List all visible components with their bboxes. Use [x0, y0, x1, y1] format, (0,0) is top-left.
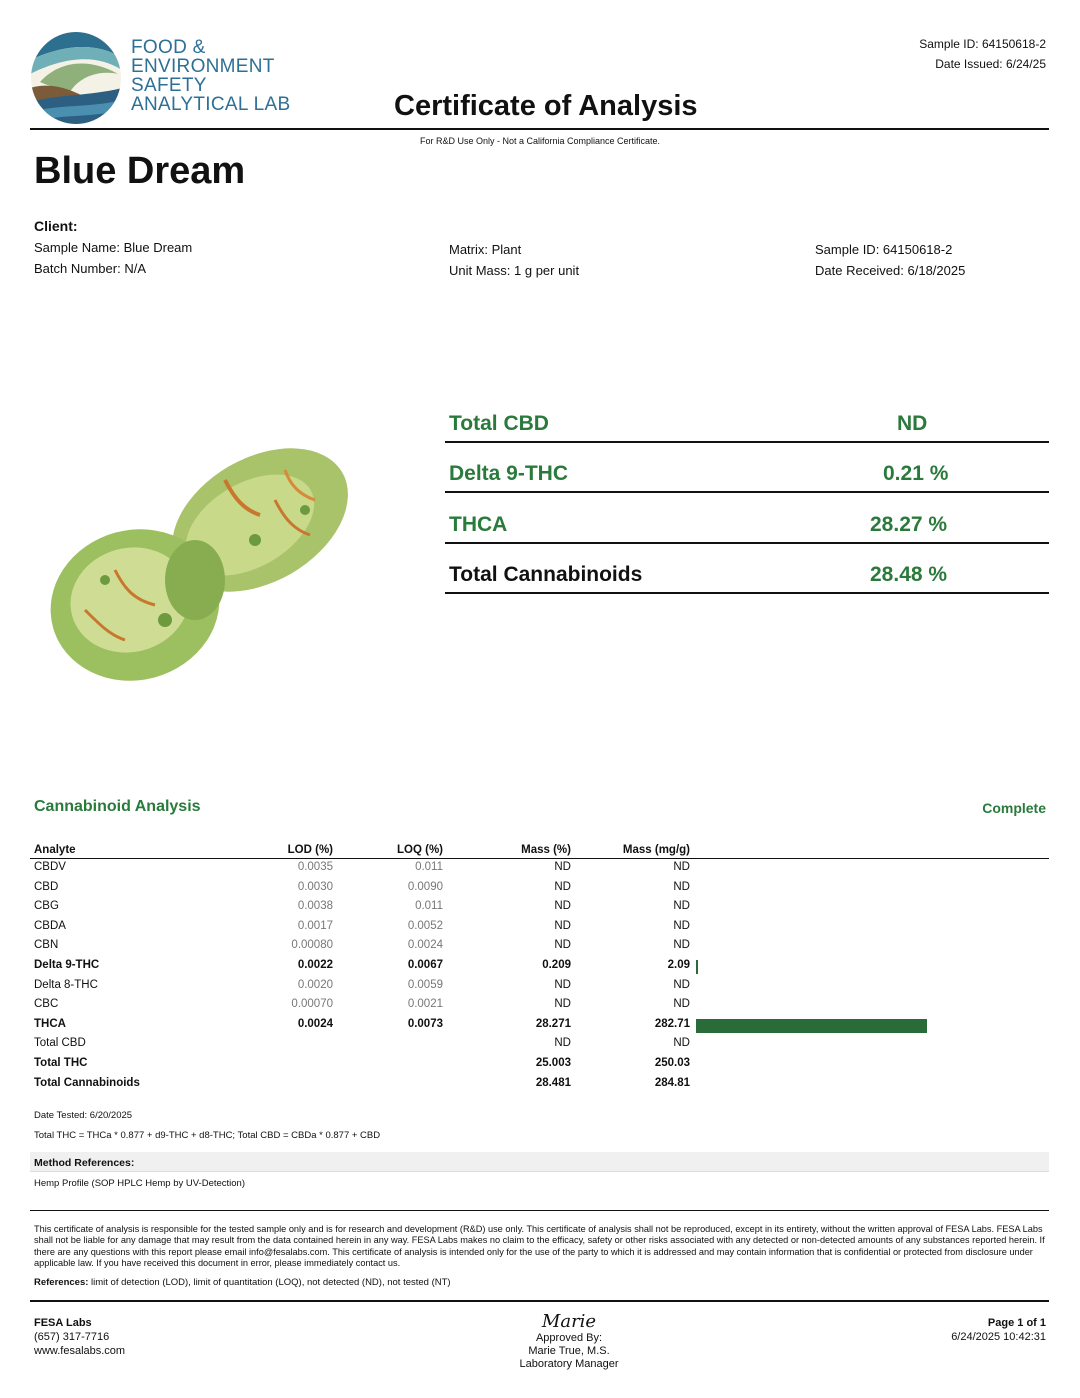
header-sample-id: Sample ID: 64150618-2: [919, 37, 1046, 51]
company-phone: (657) 317-7716: [34, 1331, 110, 1343]
analyte-cell: Total CBD: [34, 1037, 86, 1050]
logo-line: FOOD &: [131, 37, 206, 58]
mass-mg-cell: ND: [673, 998, 690, 1011]
approver-title: Laboratory Manager: [519, 1358, 619, 1370]
mass-mg-cell: ND: [673, 861, 690, 873]
analyte-cell: Total Cannabinoids: [34, 1076, 140, 1089]
lod-cell: 0.0017: [297, 919, 333, 932]
mass-mg-cell: ND: [673, 919, 690, 932]
analyte-cell: CBDV: [34, 861, 66, 873]
mass-percent-cell: ND: [554, 861, 571, 873]
approved-by-label: Approved By:: [535, 1332, 603, 1344]
table-row: [30, 918, 1049, 938]
signature: Marie: [541, 1311, 597, 1332]
mass-mg-cell: ND: [673, 978, 690, 991]
divider: [30, 1210, 1049, 1211]
column-header: Mass (mg/g): [622, 844, 690, 856]
loq-cell: 0.011: [415, 861, 443, 873]
mass-percent-cell: 0.209: [542, 958, 571, 971]
loq-cell: 0.0052: [407, 919, 443, 932]
mass-bar: [696, 960, 698, 974]
mass-mg-cell: 282.71: [654, 1017, 690, 1030]
lod-cell: 0.0030: [297, 880, 333, 893]
footer-timestamp: 6/24/2025 10:42:31: [951, 1331, 1046, 1343]
loq-cell: 0.0090: [407, 880, 443, 893]
summary-row: [445, 443, 1049, 494]
product-name: Blue Dream: [34, 150, 246, 192]
loq-cell: 0.0073: [407, 1017, 443, 1030]
lod-cell: 0.0020: [297, 978, 333, 991]
mass-percent-cell: ND: [554, 978, 571, 991]
table-row: [30, 879, 1049, 899]
logo-text: [131, 38, 301, 114]
references-text: limit of detection (LOD), limit of quantitation (LOQ), not detected (ND), not tested (NT): [88, 1277, 451, 1288]
mass-percent-cell: ND: [554, 880, 571, 893]
logo-line: SAFETY: [131, 75, 207, 96]
mass-percent-cell: 25.003: [535, 1056, 571, 1069]
loq-cell: 0.0021: [407, 998, 443, 1011]
lod-cell: 0.00080: [291, 939, 333, 952]
company-website: www.fesalabs.com: [34, 1345, 126, 1357]
analyte-cell: CBC: [34, 998, 59, 1011]
summary-row: [445, 392, 1049, 443]
table-row: [30, 957, 1049, 977]
approver-name: Marie True, M.S.: [528, 1345, 610, 1357]
analysis-status: Complete: [982, 800, 1046, 816]
summary-value: 28.48 %: [870, 563, 948, 586]
page-number: Page 1 of 1: [987, 1317, 1046, 1329]
lod-cell: 0.0038: [297, 900, 333, 913]
summary-row: [445, 544, 1049, 595]
header-date-issued: Date Issued: 6/24/25: [935, 57, 1046, 71]
table-row: [30, 1055, 1049, 1075]
cannabinoid-table: [30, 842, 1049, 1094]
analyte-cell: Delta 8-THC: [34, 978, 98, 991]
date-received: Date Received: 6/18/2025: [815, 263, 966, 278]
mass-mg-cell: 284.81: [654, 1076, 690, 1089]
footer-page-info: [951, 1316, 1046, 1344]
summary-value: 28.27 %: [870, 512, 948, 536]
loq-cell: 0.0024: [407, 939, 443, 952]
lod-cell: 0.00070: [291, 998, 333, 1011]
summary-label: THCA: [449, 512, 508, 536]
client-label: Client:: [34, 218, 78, 234]
summary-value: ND: [897, 411, 928, 435]
disclaimer: This certificate of analysis is responsible for the tested sample only and is for research and development (R&D) use only. This certificate of analysis shall not be reproduced, except in its entirety, without the written approval of FESA Labs. FESA Labs shall not be liable for any damage that may result from the data contained herein in any way. FESA Labs makes no claim to the efficacy, safety or other risks associated with any detected or non-detected amounts of any substances reported herein. If there are any questions with this report please email info@fesalabs.com. This certificate of analysis is intended only for the use of the party to which it is addressed and may contain information that is confidential or protected from disclosure under applicable law. If you have received this document in error, please immediately contact us.: [34, 1224, 1045, 1268]
mass-mg-cell: ND: [673, 1037, 690, 1050]
divider: [30, 1300, 1049, 1302]
mass-bar: [696, 1019, 927, 1033]
analyte-cell: CBN: [34, 939, 59, 952]
lod-cell: 0.0024: [297, 1017, 333, 1030]
column-header: Analyte: [34, 844, 76, 856]
potency-summary: [445, 392, 1049, 594]
table-row: [30, 898, 1049, 918]
loq-cell: 0.011: [415, 900, 443, 913]
header-meta: [919, 34, 1046, 74]
table-row: [30, 977, 1049, 997]
logo-line: ENVIRONMENT: [131, 56, 275, 77]
document-title: Certificate of Analysis: [394, 90, 698, 122]
analyte-cell: CBG: [34, 900, 59, 913]
method-bar: [30, 1152, 1049, 1172]
method-value: Hemp Profile (SOP HPLC Hemp by UV-Detection): [34, 1178, 246, 1189]
company-name: FESA Labs: [34, 1317, 92, 1329]
mass-mg-cell: ND: [673, 939, 690, 952]
lod-cell: 0.0022: [297, 958, 333, 971]
references-label: References:: [34, 1277, 89, 1288]
formula-note: Total THC = THCa * 0.877 + d9-THC + d8-THC; Total CBD = CBDa * 0.877 + CBD: [34, 1130, 381, 1141]
method-label: Method References:: [34, 1157, 135, 1169]
table-row: [30, 1035, 1049, 1055]
mass-percent-cell: ND: [554, 1037, 571, 1050]
sample-name: Sample Name: Blue Dream: [34, 240, 193, 255]
footer-contact: [34, 1316, 125, 1358]
client-sample-id: Sample ID: 64150618-2: [815, 242, 953, 257]
column-header: LOD (%): [287, 844, 333, 856]
mass-percent-cell: ND: [554, 900, 571, 913]
matrix: Matrix: Plant: [449, 242, 522, 257]
batch-number: Batch Number: N/A: [34, 261, 146, 276]
table-row: [30, 937, 1049, 957]
mass-percent-cell: 28.271: [535, 1017, 571, 1030]
summary-row: [445, 493, 1049, 544]
column-header: LOQ (%): [397, 844, 443, 856]
analyte-cell: Delta 9-THC: [34, 958, 100, 971]
divider: [30, 128, 1049, 130]
summary-label: Delta 9-THC: [449, 462, 569, 485]
table-body: [30, 859, 1049, 1094]
lod-cell: 0.0035: [297, 861, 333, 873]
table-row: [30, 1075, 1049, 1095]
document-subtitle: For R&D Use Only - Not a California Compliance Certificate.: [419, 136, 661, 146]
mass-percent-cell: ND: [554, 939, 571, 952]
table-row: [30, 859, 1049, 879]
mass-mg-cell: 2.09: [667, 958, 690, 971]
mass-percent-cell: 28.481: [535, 1076, 571, 1089]
table-row: [30, 1016, 1049, 1036]
analyte-cell: THCA: [34, 1017, 66, 1030]
approval-block: [469, 1312, 669, 1371]
analyte-cell: CBDA: [34, 919, 66, 932]
mass-mg-cell: ND: [673, 880, 690, 893]
mass-percent-cell: ND: [554, 998, 571, 1011]
mass-mg-cell: ND: [673, 900, 690, 913]
loq-cell: 0.0059: [407, 978, 443, 991]
logo-line: ANALYTICAL LAB: [131, 94, 291, 115]
mass-percent-cell: ND: [554, 919, 571, 932]
column-header: Mass (%): [521, 844, 571, 856]
references: [34, 1277, 451, 1288]
analyte-cell: Total THC: [34, 1056, 88, 1069]
analysis-title: Cannabinoid Analysis: [34, 798, 201, 815]
table-header: [30, 842, 1049, 859]
mass-mg-cell: 250.03: [654, 1056, 690, 1069]
summary-value: 0.21 %: [883, 462, 949, 485]
table-row: [30, 996, 1049, 1016]
sample-photo: [45, 440, 365, 700]
date-tested: Date Tested: 6/20/2025: [34, 1110, 133, 1121]
analyte-cell: CBD: [34, 880, 59, 893]
unit-mass: Unit Mass: 1 g per unit: [449, 263, 580, 278]
summary-label: Total Cannabinoids: [449, 563, 643, 586]
loq-cell: 0.0067: [407, 958, 443, 971]
summary-label: Total CBD: [449, 411, 549, 435]
